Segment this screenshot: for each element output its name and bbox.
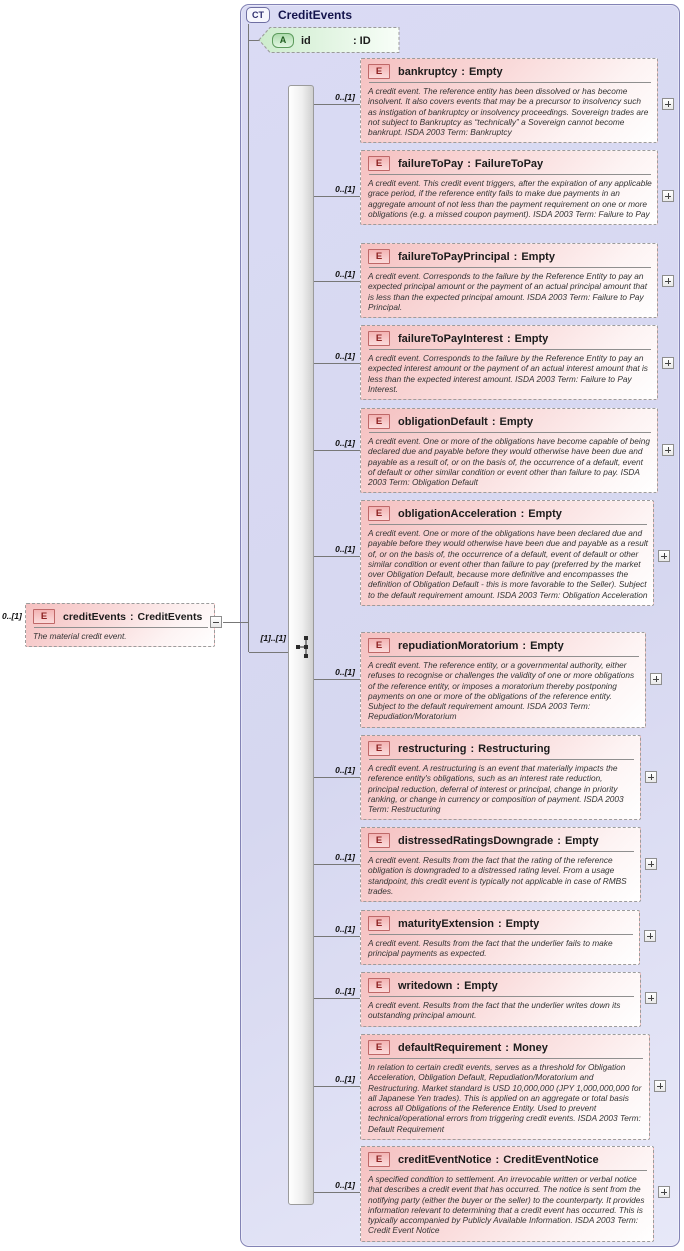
connector-line	[314, 1086, 360, 1087]
element-title	[398, 158, 543, 170]
element-title	[398, 333, 548, 345]
connector-line	[249, 652, 288, 653]
element-type: Empty	[514, 332, 549, 345]
connector-line	[314, 556, 360, 557]
element-title	[398, 66, 503, 78]
expand-toggle-icon[interactable]	[654, 1080, 666, 1092]
element-cardinality-label: 0..[1]	[335, 269, 355, 279]
element-cardinality-label: 0..[1]	[335, 924, 355, 934]
annotation-divider	[369, 996, 634, 997]
element-creditEventNotice[interactable]	[360, 1146, 654, 1242]
element-badge-icon: E	[368, 916, 390, 931]
type-separator: :	[456, 979, 461, 992]
type-separator: :	[506, 332, 511, 345]
annotation-divider	[369, 432, 651, 433]
element-title	[398, 251, 555, 263]
element-name: repudiationMoratorium	[398, 639, 519, 652]
element-title	[398, 980, 498, 992]
annotation-divider	[369, 174, 651, 175]
expand-toggle-icon[interactable]	[645, 858, 657, 870]
annotation-divider	[369, 524, 647, 525]
connector-line	[314, 679, 360, 680]
type-separator: :	[557, 834, 561, 847]
element-annotation: A credit event. A restructuring is an event that materially impacts the reference entity's obligations, such as an interest rate reduction, principal reduction, deferral of interest or principal, change in priority ranking, or change in currency or composition of payment. ISDA 2003 Term: Restructuring	[368, 763, 624, 815]
element-name: failureToPayPrincipal	[398, 250, 510, 263]
annotation-divider	[369, 656, 639, 657]
element-annotation: A credit event. This credit event triggers, after the expiration of any applicable grace period, if the reference entity fails to make due payments in an aggregate amount of not less than the payment requirement on one or more obligations (e.g. a missed coupon payment). ISDA 2003 Term: Failure to Pay	[368, 178, 652, 219]
type-separator: :	[513, 250, 518, 263]
element-name: maturityExtension	[398, 917, 494, 930]
root-element-title	[63, 611, 202, 623]
element-name: obligationAcceleration	[398, 507, 517, 520]
element-failureToPay[interactable]	[360, 150, 658, 225]
element-annotation: A credit event. The reference entity, or a governmental authority, either refuses to recognise or challenges the validity of one or more obligations of the reference entity, or imposes a moratorium thereby postponing payments on one or more of the obligations of the reference entity. Subject to the default requirement amount. ISDA 2003 Term: Repudiation/Moratorium	[368, 660, 635, 722]
element-badge-icon: E	[368, 506, 390, 521]
element-obligationAcceleration[interactable]	[360, 500, 654, 606]
element-badge-icon: E	[368, 638, 390, 653]
element-name: distressedRatingsDowngrade	[398, 834, 554, 847]
connector-line	[248, 24, 249, 652]
element-annotation: A credit event. Corresponds to the failure by the Reference Entity to pay an expected interest amount or the payment of an actual interest amount that is less than the expected interest amount. ISDA 2003 Term: Failure to Pay Interest.	[368, 353, 648, 394]
element-cardinality-label: 0..[1]	[335, 667, 355, 677]
complex-type-title: CreditEvents	[278, 8, 353, 22]
element-obligationDefault[interactable]	[360, 408, 658, 493]
connector-line	[314, 777, 360, 778]
sequence-icon	[293, 634, 315, 660]
annotation-divider	[369, 1058, 643, 1059]
annotation-divider	[369, 1170, 647, 1171]
element-badge-icon: E	[368, 249, 390, 264]
element-badge-icon: E	[368, 833, 390, 848]
element-cardinality-label: 0..[1]	[335, 986, 355, 996]
element-annotation: A specified condition to settlement. An irrevocable written or verbal notice that describes a credit event that has occurred. The notice is sent from the notifying party (either the buyer or the seller) to the counterparty. It provides information relevant to determining that a credit event has occurred. This is typically accompanied by Publicly Available Information. ISDA 2003 Term: Credit Event Notice	[368, 1174, 645, 1236]
type-separator: :	[497, 917, 502, 930]
element-name: restructuring	[398, 742, 467, 755]
annotation-divider	[369, 82, 651, 83]
annotation-divider	[369, 851, 634, 852]
element-annotation: A credit event. Results from the fact that the underlier fails to make principal payments as expected.	[368, 938, 613, 959]
annotation-divider	[369, 759, 634, 760]
root-element-annotation: The material credit event.	[33, 631, 127, 641]
element-bankruptcy[interactable]	[360, 58, 658, 143]
complex-type-badge-icon: CT	[246, 7, 270, 23]
element-title	[398, 1042, 548, 1054]
element-annotation: A credit event. The reference entity has been dissolved or has become insolvent. It also covers events that may be a precursor to insolvency such as instigation of bankruptcy or insolvency proceedings. Sovereign trades are not subject to Bankruptcy as “technically” a Sovereign cannot become bankrupt. ISDA 2003 Term: Bankruptcy	[368, 86, 649, 138]
element-cardinality-label: 0..[1]	[335, 351, 355, 361]
root-element-name: creditEvents	[63, 610, 127, 623]
element-type: Empty	[521, 250, 555, 263]
expand-toggle-icon[interactable]	[658, 550, 670, 562]
connector-line	[223, 622, 248, 623]
element-defaultRequirement[interactable]	[360, 1034, 650, 1140]
element-type: FailureToPay	[474, 157, 544, 170]
attribute-type: ID	[359, 34, 371, 47]
element-badge-icon: E	[368, 331, 390, 346]
type-separator: :	[470, 742, 475, 755]
element-type: Restructuring	[478, 742, 551, 755]
element-type: Money	[512, 1041, 548, 1054]
connector-line	[314, 363, 360, 364]
element-annotation: A credit event. Corresponds to the failure by the Reference Entity to pay an expected principal amount or the payment of an actual principal amount that is less than the expected principal amount. ISDA 2003 Term: Failure to Pay Principal.	[368, 271, 648, 312]
element-badge-icon: E	[368, 1040, 390, 1055]
element-type: Empty	[564, 834, 599, 847]
root-element-type: CreditEvents	[137, 610, 203, 623]
element-annotation: A credit event. One or more of the obligations have been declared due and payable before they would otherwise have been due and payable as a result of, or on the basis of, the occurrence of a default, event of default or other similar condition or event other than failure to pay (preferred by the market over Obligation Default, because more definitive and encompasses the definition of Obligation Default - this is more favorable to the Seller). Subject to the default requirement amount. ISDA 2003 Term: Obligation Acceleration	[368, 528, 648, 600]
element-name: failureToPay	[398, 157, 464, 170]
element-name: writedown	[398, 979, 453, 992]
expand-toggle-icon[interactable]	[662, 98, 674, 110]
connector-line	[314, 450, 360, 451]
complex-type-header	[246, 7, 352, 23]
element-type: Empty	[505, 917, 540, 930]
element-type: CreditEventNotice	[503, 1153, 599, 1166]
element-cardinality-label: 0..[1]	[335, 852, 355, 862]
element-name: creditEventNotice	[398, 1153, 492, 1166]
element-badge-icon: E	[368, 414, 390, 429]
type-separator: :	[522, 639, 527, 652]
root-element-creditEvents[interactable]	[25, 603, 215, 647]
connector-line	[314, 1192, 360, 1193]
element-title	[398, 918, 539, 930]
element-badge-icon: E	[368, 64, 390, 79]
type-separator: :	[130, 610, 134, 623]
expand-toggle-icon[interactable]	[644, 930, 656, 942]
element-badge-icon: E	[368, 741, 390, 756]
element-type: Empty	[468, 65, 503, 78]
expand-toggle-icon[interactable]	[645, 771, 657, 783]
type-separator: :	[505, 1041, 509, 1054]
element-cardinality-label: 0..[1]	[335, 765, 355, 775]
element-restructuring[interactable]	[360, 735, 641, 820]
element-title	[398, 508, 562, 520]
attribute-badge-icon: A	[272, 33, 294, 48]
annotation-divider	[34, 627, 208, 628]
type-separator: :	[520, 507, 525, 520]
element-badge-icon: E	[33, 609, 55, 624]
element-annotation: A credit event. One or more of the obligations have become capable of being declared due and payable before they would otherwise have been due and payable as a result of, or on the basis of, the occurrence of a default, event of default or other similar condition or event other than failure to pay. ISDA 2003 Term: Obligation Default	[368, 436, 650, 488]
connector-line	[314, 196, 360, 197]
expand-toggle-icon[interactable]	[658, 1186, 670, 1198]
element-distressedRatingsDowngrade[interactable]	[360, 827, 641, 902]
element-badge-icon: E	[368, 156, 390, 171]
attribute-id[interactable]	[272, 33, 371, 48]
element-title	[398, 743, 550, 755]
element-name: failureToPayInterest	[398, 332, 503, 345]
attribute-type-separator: :	[353, 34, 357, 47]
annotation-divider	[369, 934, 633, 935]
element-name: bankruptcy	[398, 65, 458, 78]
element-annotation: A credit event. Results from the fact that the underlier writes down its outstanding principal amount.	[368, 1000, 621, 1021]
element-annotation: In relation to certain credit events, serves as a threshold for Obligation Acceleration, Obligation Default, Repudiation/Moratorium and Restructuring. Market standard is USD 10,000,000 (JPY 1,000,000,000 for all Japanese Yen trades). This is applied on an aggregate or total basis across all Obligations of the Reference Entity. Used to prevent technical/operational errors from triggering credit events. ISDA 2003 Term: Default Requirement	[368, 1062, 642, 1134]
expand-toggle-icon[interactable]	[662, 275, 674, 287]
element-failureToPayPrincipal[interactable]	[360, 243, 658, 318]
type-separator: :	[491, 415, 496, 428]
element-cardinality-label: 0..[1]	[335, 92, 355, 102]
element-title	[398, 640, 564, 652]
element-failureToPayInterest[interactable]	[360, 325, 658, 400]
annotation-divider	[369, 267, 651, 268]
root-element-cardinality-label: 0..[1]	[2, 611, 22, 621]
expand-toggle-icon[interactable]	[645, 992, 657, 1004]
element-title	[398, 416, 533, 428]
element-cardinality-label: 0..[1]	[335, 544, 355, 554]
element-type: Empty	[464, 979, 498, 992]
connector-line	[314, 998, 360, 999]
connector-line	[314, 864, 360, 865]
element-title	[398, 835, 599, 847]
collapse-toggle-icon[interactable]	[210, 616, 222, 628]
element-cardinality-label: 0..[1]	[335, 1180, 355, 1190]
sequence-cardinality-label: [1]..[1]	[260, 633, 286, 643]
connector-line	[314, 936, 360, 937]
annotation-divider	[369, 349, 651, 350]
element-title	[398, 1154, 599, 1166]
element-type: Empty	[528, 507, 562, 520]
element-repudiationMoratorium[interactable]	[360, 632, 646, 728]
element-cardinality-label: 0..[1]	[335, 1074, 355, 1084]
connector-line	[314, 281, 360, 282]
element-name: obligationDefault	[398, 415, 488, 428]
element-badge-icon: E	[368, 978, 390, 993]
expand-toggle-icon[interactable]	[650, 673, 662, 685]
element-badge-icon: E	[368, 1152, 390, 1167]
expand-toggle-icon[interactable]	[662, 190, 674, 202]
element-type: Empty	[499, 415, 534, 428]
element-writedown[interactable]	[360, 972, 641, 1027]
connector-line	[314, 104, 360, 105]
element-cardinality-label: 0..[1]	[335, 438, 355, 448]
type-separator: :	[467, 157, 471, 170]
element-type: Empty	[530, 639, 564, 652]
expand-toggle-icon[interactable]	[662, 357, 674, 369]
element-name: defaultRequirement	[398, 1041, 502, 1054]
type-separator: :	[461, 65, 465, 78]
element-maturityExtension[interactable]	[360, 910, 640, 965]
attribute-name: id	[301, 34, 311, 47]
element-annotation: A credit event. Results from the fact that the rating of the reference obligation is downgraded to a distressed rating level. From a usage standpoint, this credit event is typically not applicable in case of RMBS trades.	[368, 855, 627, 896]
type-separator: :	[495, 1153, 500, 1166]
element-cardinality-label: 0..[1]	[335, 184, 355, 194]
expand-toggle-icon[interactable]	[662, 444, 674, 456]
